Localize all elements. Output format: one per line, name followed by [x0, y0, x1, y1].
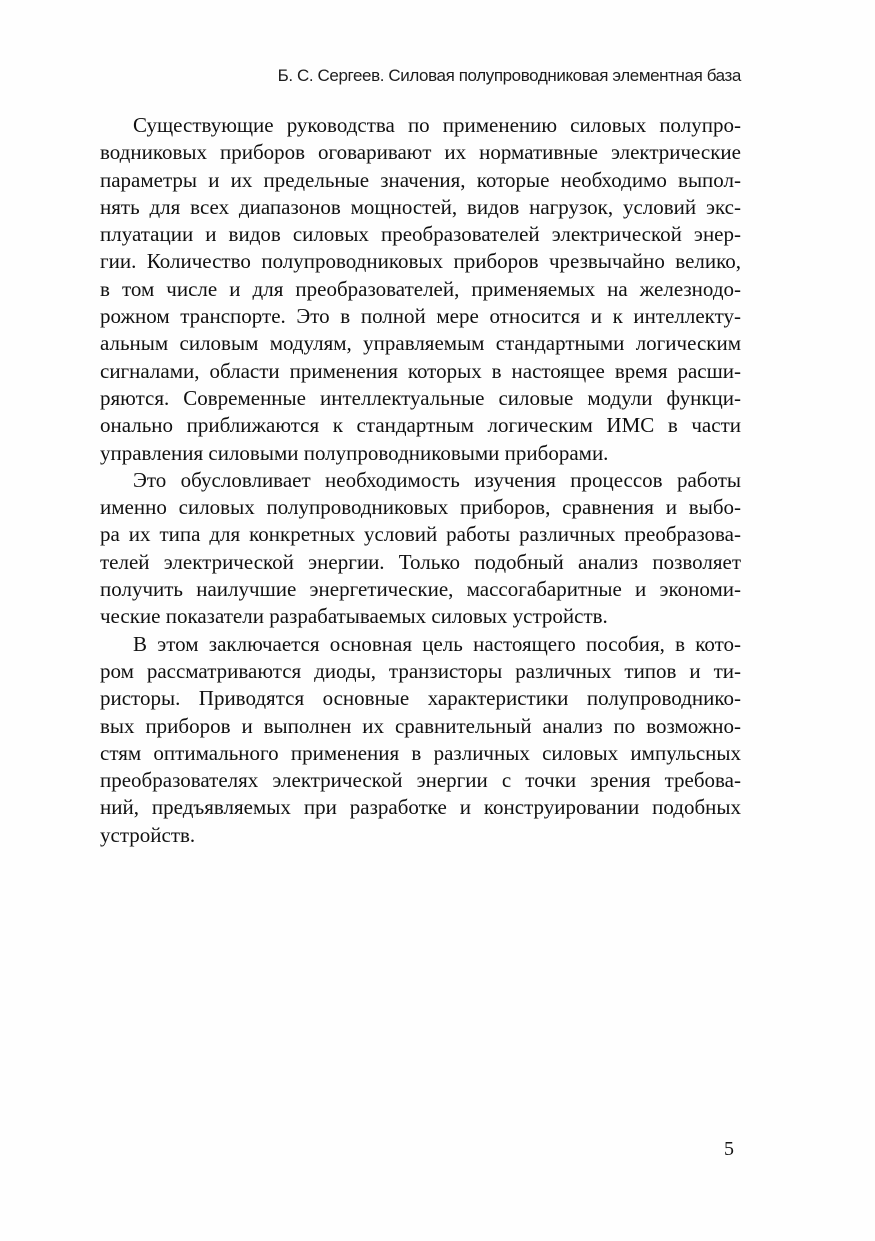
text-line: параметры и их предельные значения, которые необходимо выпол-: [100, 167, 741, 192]
text-line: онально приближаются к стандартным логическим ИМС в части: [100, 413, 741, 438]
paragraph: [100, 112, 741, 467]
text-line: рожном транспорте. Это в полной мере относится и к интеллекту-: [100, 304, 741, 329]
text-line: получить наилучшие энергетические, массогабаритные и экономи-: [100, 577, 741, 602]
text-line: водниковых приборов оговаривают их нормативные электрические: [100, 140, 741, 165]
text-line: устройств.: [100, 822, 196, 847]
text-line: ром рассматриваются диоды, транзисторы различных типов и ти-: [100, 658, 741, 683]
text-line: в том числе и для преобразователей, применяемых на железнодо-: [100, 276, 741, 301]
text-line: сигналами, области применения которых в настоящее время расши-: [100, 358, 741, 383]
body-text: [100, 112, 741, 849]
text-line: В этом заключается основная цель настоящего пособия, в кото-: [133, 631, 741, 656]
text-line: гии. Количество полупроводниковых приборов чрезвычайно велико,: [100, 249, 741, 274]
paragraph: [100, 631, 741, 849]
text-line: Это обусловливает необходимость изучения процессов работы: [133, 467, 741, 492]
text-line: ческие показатели разрабатываемых силовых устройств.: [100, 604, 608, 629]
text-line: ряются. Современные интеллектуальные силовые модули функци-: [100, 385, 741, 410]
text-line: Существующие руководства по применению силовых полупро-: [133, 113, 741, 137]
text-line: вых приборов и выполнен их сравнительный анализ по возможно-: [100, 713, 741, 738]
text-line: управления силовыми полупроводниковыми приборами.: [100, 440, 609, 465]
page-number: 5: [724, 1138, 734, 1160]
text-line: ра их типа для конкретных условий работы различных преобразова-: [100, 522, 741, 547]
text-line: нять для всех диапазонов мощностей, видов нагрузок, условий экс-: [100, 194, 741, 219]
text-line: преобразователях электрической энергии с точки зрения требова-: [100, 768, 741, 793]
running-head: Б. С. Сергеев. Силовая полупроводниковая элементная база: [277, 66, 741, 85]
text-line: именно силовых полупроводниковых приборов, сравнения и выбо-: [100, 495, 741, 520]
text-line: стям оптимального применения в различных силовых импульсных: [100, 740, 741, 765]
text-line: ний, предъявляемых при разработке и конструировании подобных: [100, 795, 741, 820]
text-line: ристоры. Приводятся основные характеристики полупроводнико-: [100, 686, 741, 711]
paragraph: [100, 467, 741, 631]
text-line: плуатации и видов силовых преобразователей электрической энер-: [100, 222, 741, 247]
text-line: альным силовым модулям, управляемым стандартными логическим: [100, 331, 741, 356]
text-line: телей электрической энергии. Только подобный анализ позволяет: [100, 549, 741, 574]
